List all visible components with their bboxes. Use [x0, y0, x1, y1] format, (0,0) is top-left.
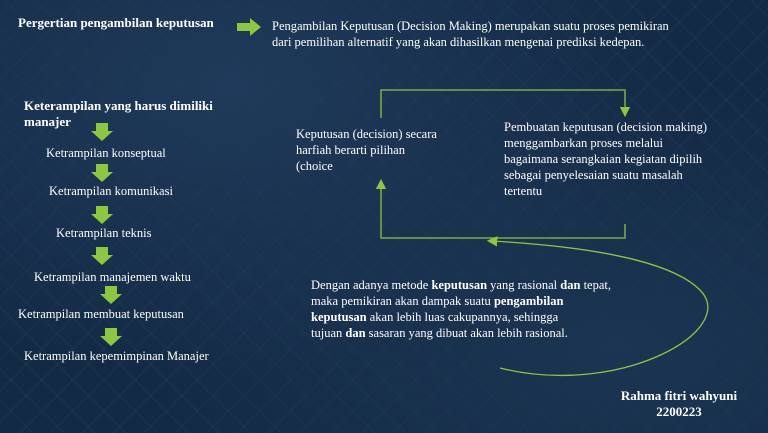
skill-item-leadership: Ketrampilan kepemimpinan Manajer: [24, 349, 209, 363]
cycle-left-line-1: Keputusan (decision) secara: [296, 127, 437, 141]
cycle-right-line-4: sebagai penyelesaian suatu masalah: [504, 168, 683, 182]
skill-item-communication: Ketrampilan komunikasi: [49, 184, 173, 198]
cycle-right-line-3: bagaimana serangkaian kegiatan dipilih: [504, 152, 703, 166]
author-block: [604, 388, 754, 420]
cycle-left-line-3: (choice: [296, 159, 333, 173]
definition-arrow-icon: [237, 18, 261, 41]
method-line-4: tujuan dan sasaran yang dibuat akan lebih rasional.: [311, 326, 568, 340]
method-paragraph: [311, 277, 691, 341]
down-arrow-icon: [91, 247, 113, 270]
method-line-2: maka pemikiran akan dampak suatu pengambilan: [311, 294, 564, 308]
cycle-left-box: [296, 126, 481, 174]
skills-title-line-2: manajer: [24, 114, 71, 129]
down-arrow-icon: [91, 123, 113, 146]
definition-line-2: dari pemilihan alternatif yang akan dihasilkan mengenai prediksi kedepan.: [272, 35, 645, 49]
skill-item-time-management: Ketrampilan manajemen waktu: [34, 270, 191, 284]
author-name: Rahma fitri wahyuni: [620, 388, 738, 403]
skill-item-conceptual: Ketrampilan konseptual: [46, 146, 166, 160]
definition-title: Pergertian pengambilan keputusan: [18, 15, 214, 30]
skill-item-technical: Ketrampilan teknis: [56, 226, 152, 240]
skills-title-line-1: Keterampilan yang harus dimiliki: [24, 98, 213, 113]
method-line-3: keputusan akan lebih luas cakupannya, sehingga: [311, 310, 559, 324]
skill-item-decision-making: Ketrampilan membuat keputusan: [18, 307, 184, 321]
cycle-right-line-2: menggambarkan proses melalui: [504, 136, 663, 150]
definition-text: [272, 18, 752, 50]
definition-line-1: Pengambilan Keputusan (Decision Making) merupakan suatu proses pemikiran: [272, 19, 669, 33]
skills-title: [24, 98, 264, 130]
method-line-1: Dengan adanya metode keputusan yang rasional dan tepat,: [311, 278, 611, 292]
cycle-right-box: [504, 119, 754, 199]
cycle-right-line-5: tertentu: [504, 184, 543, 198]
author-id: 2200223: [656, 404, 702, 419]
cycle-left-line-2: harfiah berarti pilihan: [296, 143, 405, 157]
cycle-right-line-1: Pembuatan keputusan (decision making): [504, 120, 708, 134]
cycle-top-connector: [381, 90, 625, 118]
